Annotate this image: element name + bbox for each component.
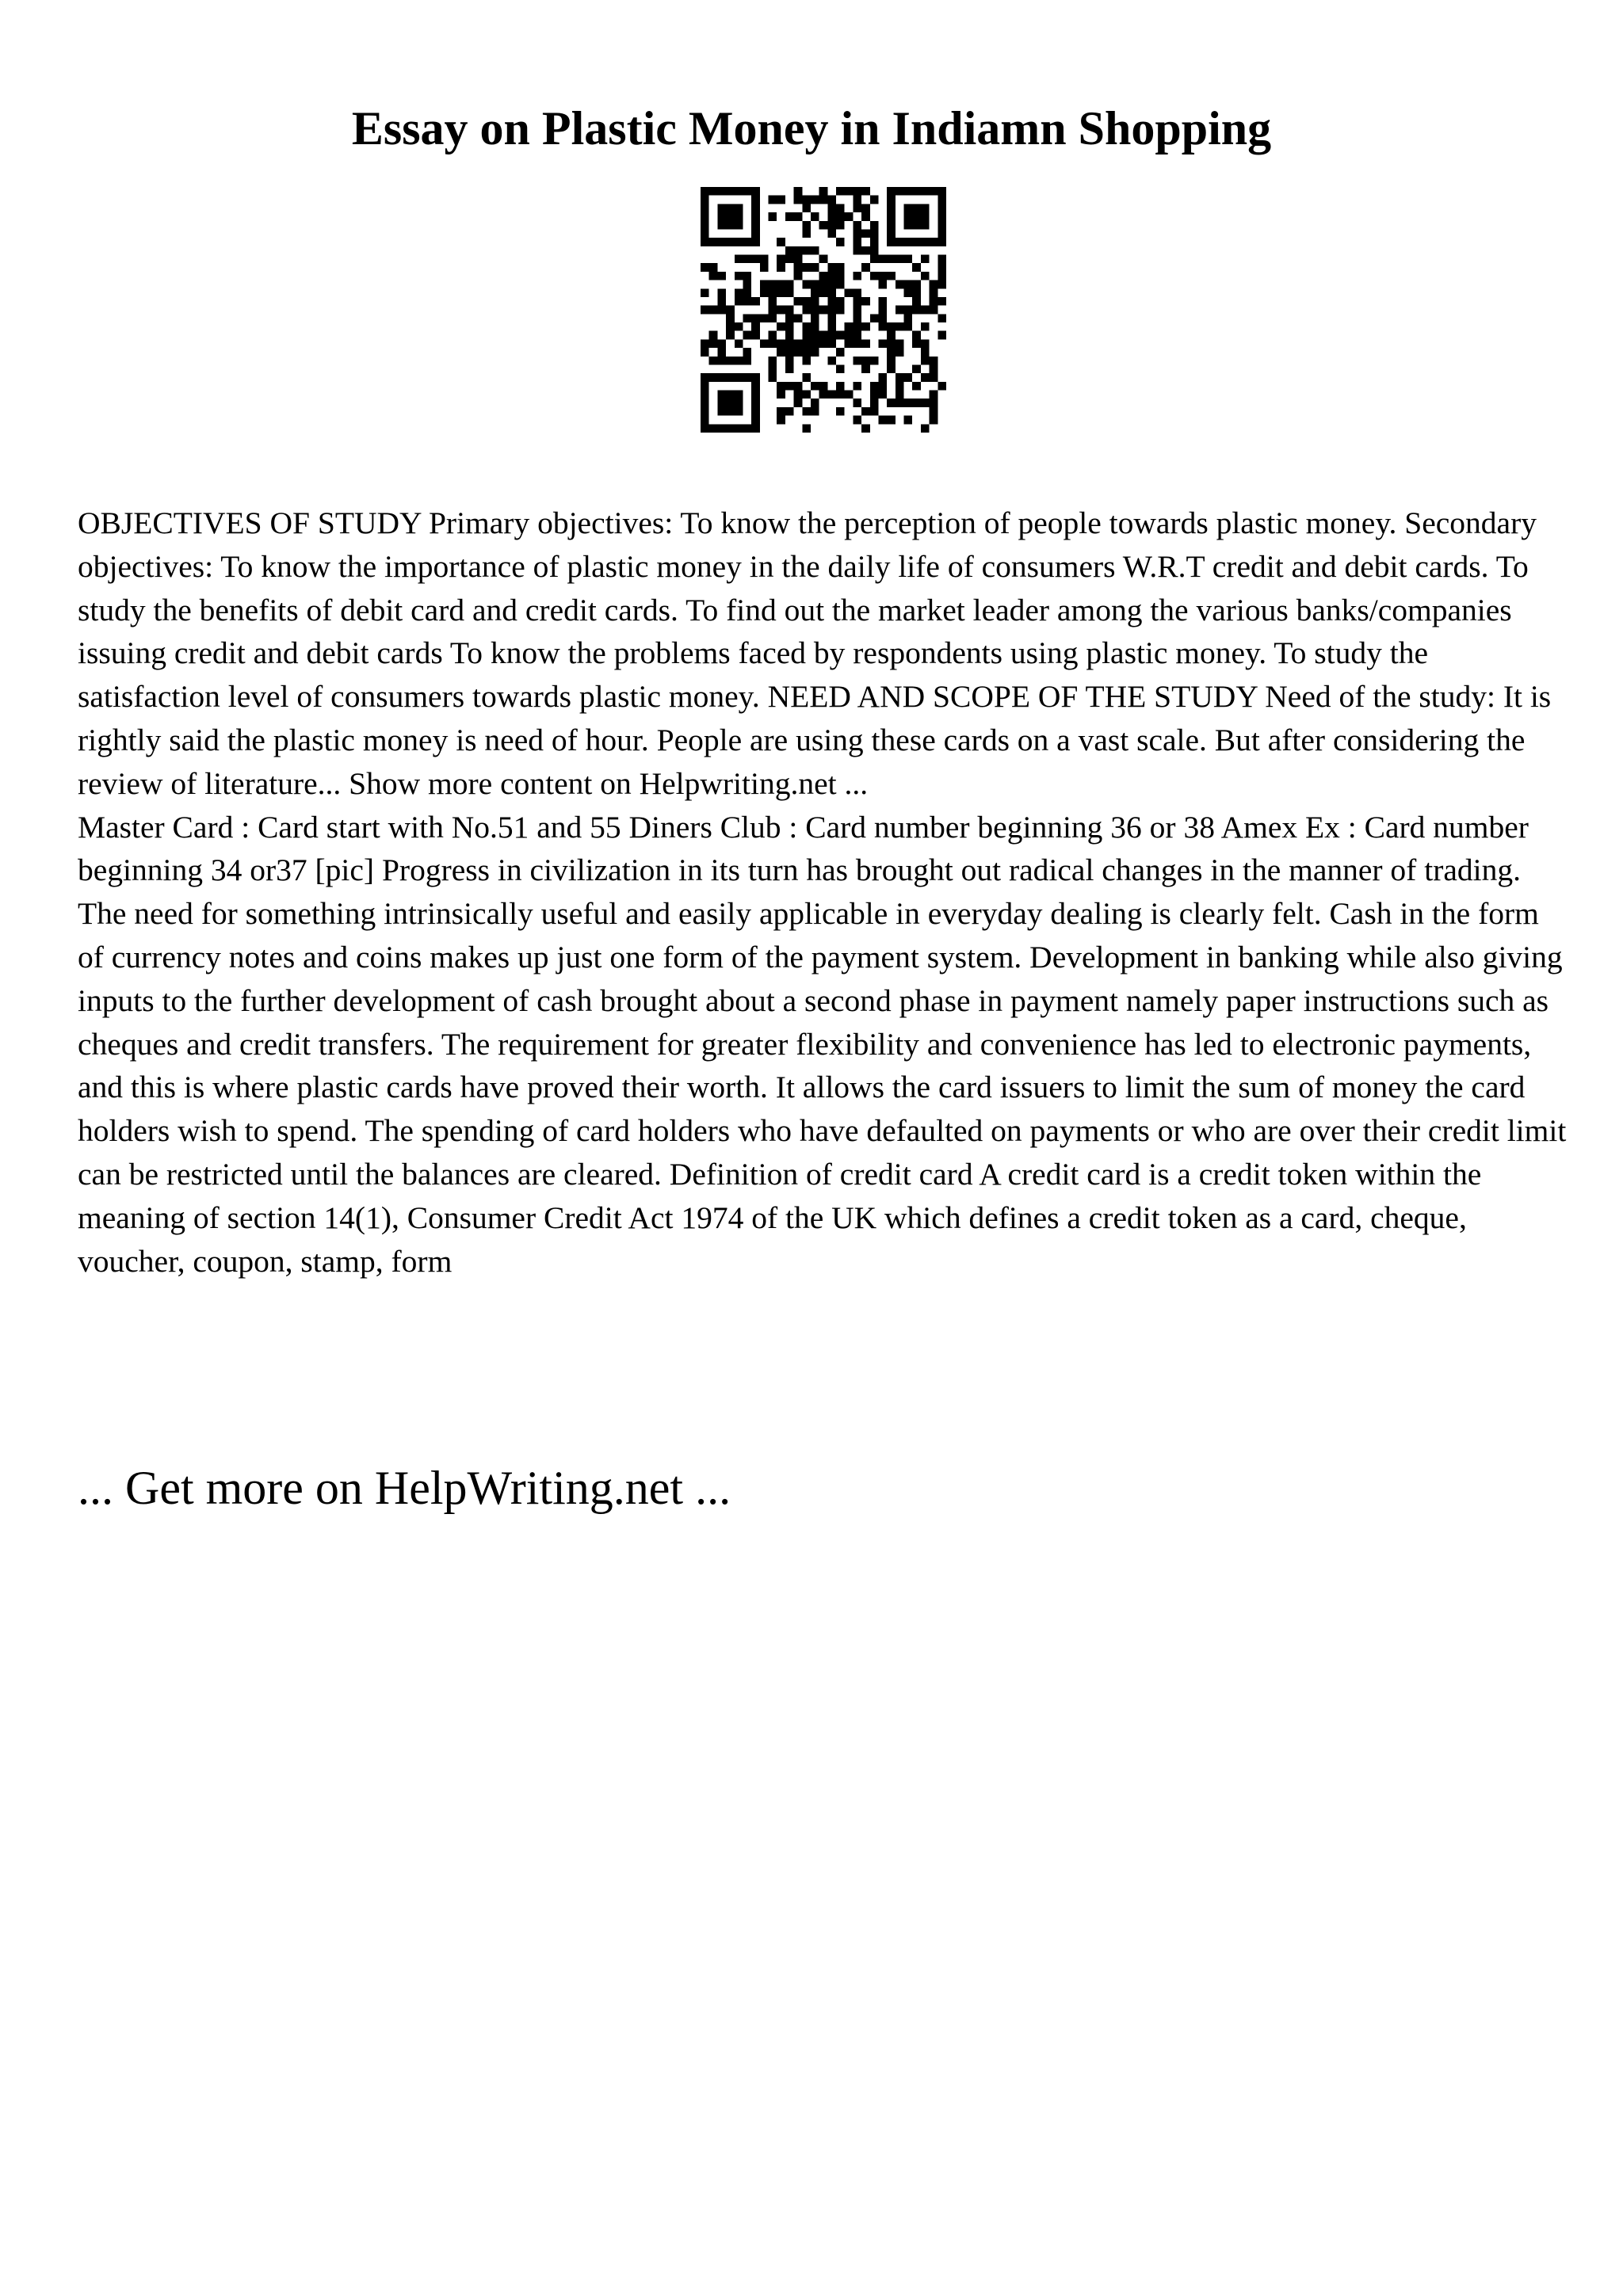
qr-code-icon[interactable] — [701, 187, 946, 433]
essay-paragraph-objectives: OBJECTIVES OF STUDY Primary objectives: To know the perception of people towards plastic money. Secondary objectives: To know the importance of plastic money in the daily life of consumers W.R.T credit and debit cards. To study the benefits of debit card and credit cards. To find out the market leader among the various banks/companies issuing credit and debit cards To know the problems faced by respondents using plastic money. To study the satisfaction level of consumers towards plastic money. NEED AND SCOPE OF THE STUDY Need of the study: It is rightly said the plastic money is need of hour. People are using these cards on a vast scale. But after considering the review of literature... Show more content on Helpwriting.net ... — [78, 505, 1552, 801]
document-title: Essay on Plastic Money in Indiamn Shopping — [351, 102, 1272, 154]
essay-paragraph-card-details: Master Card : Card start with No.51 and 55 Diners Club : Card number beginning 36 or 38 Amex Ex : Card number beginning 34 or37 [pic] Progress in civilization in its turn has brought out radical changes in the manner of trading. The need for something intrinsically useful and easily applicable in everyday dealing is clearly felt. Cash in the form of currency notes and coins makes up just one form of the payment system. Development in banking while also giving inputs to the further development of cash brought about a second phase in payment namely paper instructions such as cheques and credit transfers. The requirement for greater flexibility and convenience has led to electronic payments, and this is where plastic cards have proved their worth. It allows the card issuers to limit the sum of money the card holders wish to spend. The spending of card holders who have defaulted on payments or who are over their credit limit can be restricted until the balances are cleared. Definition of credit card A credit card is a credit token within the meaning of section 14(1), Consumer Credit Act 1974 of the UK which defines a credit token as a card, cheque, voucher, coupon, stamp, form — [78, 809, 1567, 1279]
get-more-link[interactable]: ... Get more on HelpWriting.net ... — [78, 1462, 731, 1514]
essay-body — [78, 502, 1568, 1283]
